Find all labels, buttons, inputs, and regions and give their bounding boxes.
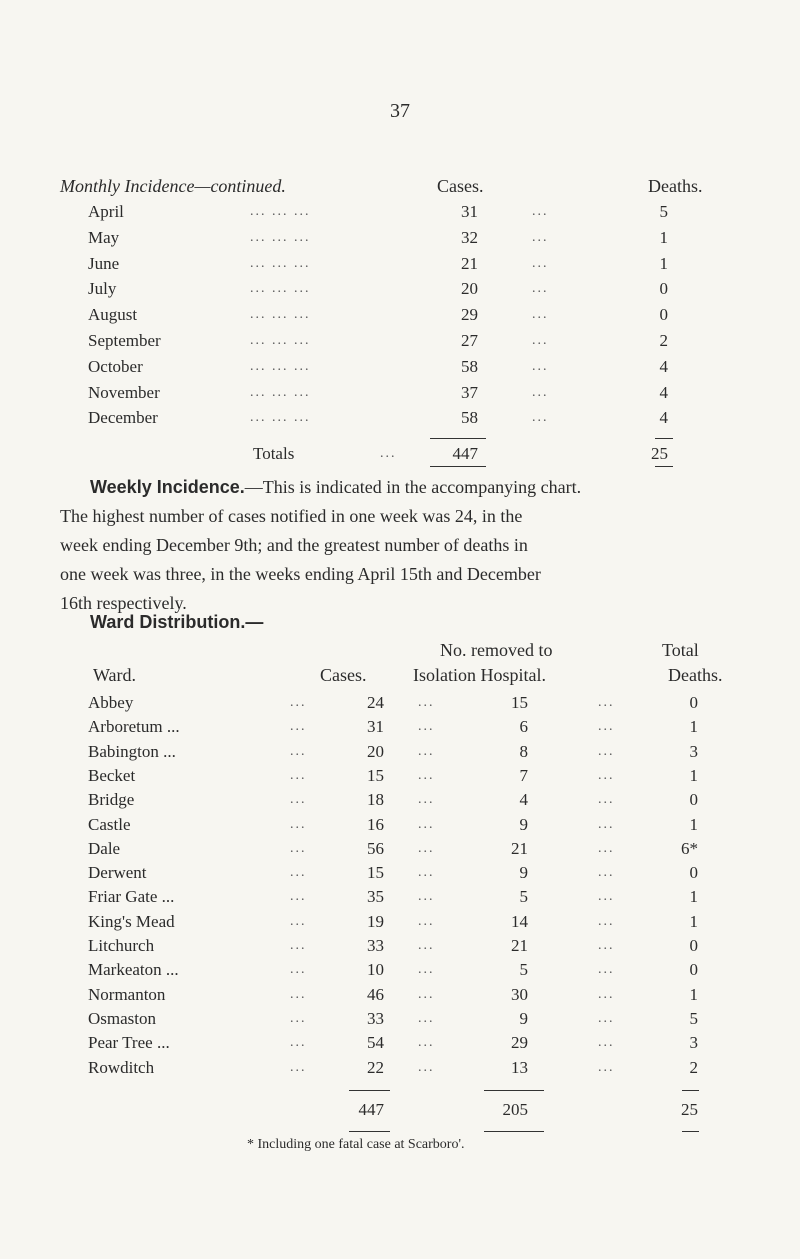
ward-col-removed-1: No. removed to — [440, 640, 553, 660]
ward-cases: 18 — [367, 790, 384, 810]
ward-leader: ... — [418, 840, 435, 856]
monthly-leader: ... ... ... — [250, 410, 311, 426]
ward-removed: 9 — [519, 1008, 528, 1028]
ward-deaths: 0 — [689, 693, 698, 712]
weekly-line-3: week ending December 9th; and the greatest number of deaths in — [60, 535, 528, 555]
ward-leader: ... — [418, 743, 435, 759]
ward-deaths: 0 — [689, 936, 698, 955]
ward-total-deaths: 25 — [681, 1100, 698, 1119]
ward-col-removed-2: Isolation Hospital. — [413, 665, 546, 685]
page-number: 37 — [390, 100, 410, 122]
monthly-rule-cases-top — [430, 438, 486, 439]
ward-leader: ... — [598, 840, 615, 856]
ward-col-ward: Ward. — [93, 665, 137, 685]
ward-removed: 30 — [511, 984, 528, 1004]
monthly-deaths: 4 — [659, 382, 668, 402]
monthly-leader: ... ... ... — [250, 333, 311, 348]
ward-leader: ... — [598, 767, 615, 783]
monthly-cases: 21 — [461, 253, 478, 273]
ward-leader: ... — [418, 792, 435, 808]
ward-name: Becket — [88, 765, 136, 785]
monthly-total-deaths: 25 — [651, 444, 668, 463]
monthly-leader: ... ... ... — [250, 204, 311, 219]
ward-removed: 7 — [519, 765, 528, 785]
ward-leader: ... — [290, 816, 307, 832]
monthly-deaths: 1 — [659, 227, 668, 247]
monthly-leader: ... — [532, 229, 549, 245]
monthly-leader: ... ... ... — [250, 229, 311, 245]
ward-name: Derwent — [88, 863, 147, 883]
ward-leader: ... — [290, 962, 307, 978]
ward-removed: 9 — [519, 814, 528, 834]
ward-leader: ... — [598, 889, 615, 905]
ward-col-total-1: Total — [662, 640, 699, 660]
ward-leader: ... — [418, 962, 435, 978]
ward-name: Castle — [88, 814, 131, 834]
ward-rule-removed-top — [484, 1090, 544, 1091]
monthly-month: September — [88, 331, 161, 350]
ward-leader: ... — [598, 695, 615, 710]
monthly-month: July — [88, 279, 117, 299]
ward-cases: 33 — [367, 936, 384, 955]
footnote: * Including one fatal case at Scarboro'. — [247, 1137, 465, 1152]
ward-leader: ... — [598, 938, 615, 953]
monthly-cases: 58 — [461, 356, 478, 376]
ward-cases: 22 — [367, 1057, 384, 1077]
ward-name: Osmaston — [88, 1008, 156, 1028]
ward-removed: 13 — [511, 1057, 528, 1077]
monthly-deaths: 4 — [659, 408, 668, 428]
ward-name: Abbey — [88, 693, 134, 712]
ward-cases: 31 — [367, 717, 384, 737]
monthly-rule-deaths-top — [655, 438, 673, 439]
ward-deaths: 2 — [689, 1057, 698, 1077]
ward-leader: ... — [418, 695, 435, 710]
ward-name: Babington ... — [88, 741, 176, 761]
ward-name: Bridge — [88, 790, 135, 810]
ward-cases: 33 — [367, 1008, 384, 1028]
monthly-rule-deaths-bottom — [655, 466, 673, 467]
ward-removed: 8 — [519, 741, 528, 761]
ward-leader: ... — [290, 1035, 307, 1051]
ward-cases: 10 — [367, 960, 384, 980]
ward-leader: ... — [418, 865, 435, 881]
ward-cases: 15 — [367, 863, 384, 883]
ward-deaths: 1 — [689, 717, 698, 737]
monthly-cases: 58 — [461, 408, 478, 428]
ward-col-total-2: Deaths. — [668, 665, 723, 685]
weekly-line-1: —This is indicated in the accompanying chart. — [244, 477, 582, 497]
ward-leader: ... — [418, 1035, 435, 1051]
ward-name: Rowditch — [88, 1057, 155, 1077]
ward-cases: 24 — [367, 693, 384, 712]
ward-removed: 6 — [519, 717, 528, 737]
ward-deaths: 6* — [681, 838, 698, 858]
ward-name: King's Mead — [88, 911, 175, 931]
monthly-leader: ... ... ... — [250, 281, 311, 297]
ward-leader: ... — [418, 913, 435, 929]
monthly-totals-label: Totals — [253, 444, 295, 463]
monthly-month: August — [88, 305, 138, 325]
ward-cases: 56 — [367, 838, 384, 858]
monthly-cases: 20 — [461, 279, 478, 299]
ward-name: Normanton — [88, 984, 166, 1004]
monthly-leader: ... — [532, 281, 549, 297]
weekly-paragraph — [60, 473, 760, 618]
ward-leader: ... — [598, 913, 615, 929]
weekly-line-4: one week was three, in the weeks ending April 15th and December — [60, 564, 541, 584]
monthly-month: October — [88, 356, 143, 376]
monthly-leader: ... — [532, 333, 549, 348]
ward-total-cases: 447 — [358, 1100, 384, 1119]
monthly-deaths: 1 — [659, 253, 668, 273]
ward-removed: 4 — [519, 790, 528, 810]
weekly-line-2: The highest number of cases notified in one week was 24, in the — [60, 506, 523, 526]
ward-leader: ... — [290, 913, 307, 929]
monthly-cases: 32 — [461, 227, 478, 247]
ward-leader: ... — [290, 986, 307, 1002]
ward-leader: ... — [598, 719, 615, 735]
ward-removed: 9 — [519, 863, 528, 883]
ward-name: Markeaton ... — [88, 960, 179, 980]
monthly-title-suffix: —continued. — [194, 176, 286, 196]
monthly-month: November — [88, 382, 160, 402]
ward-leader: ... — [418, 816, 435, 832]
ward-rule-removed-bottom — [484, 1131, 544, 1132]
ward-leader: ... — [598, 865, 615, 881]
ward-leader: ... — [598, 743, 615, 759]
ward-cases: 16 — [367, 814, 384, 834]
monthly-leader: ... — [532, 255, 549, 271]
ward-deaths: 0 — [689, 960, 698, 980]
ward-deaths: 1 — [689, 814, 698, 834]
ward-deaths: 1 — [689, 887, 698, 907]
monthly-cases: 37 — [461, 382, 478, 402]
ward-removed: 29 — [511, 1033, 528, 1053]
ward-deaths: 1 — [689, 984, 698, 1004]
ward-name: Litchurch — [88, 936, 155, 955]
monthly-leader: ... — [532, 384, 549, 400]
ward-name: Arboretum ... — [88, 717, 180, 737]
ward-leader: ... — [290, 889, 307, 905]
ward-leader: ... — [418, 1059, 435, 1075]
monthly-leader: ... — [532, 358, 549, 374]
ward-heading: Ward Distribution.— — [90, 612, 264, 632]
monthly-deaths: 5 — [659, 202, 668, 221]
ward-rule-cases-top — [349, 1090, 390, 1091]
monthly-leader: ... — [532, 410, 549, 426]
monthly-leader: ... ... ... — [250, 358, 311, 374]
monthly-month: April — [88, 202, 124, 221]
ward-deaths: 3 — [689, 1033, 698, 1053]
ward-cases: 35 — [367, 887, 384, 907]
ward-removed: 21 — [511, 838, 528, 858]
ward-leader: ... — [290, 719, 307, 735]
ward-removed: 15 — [511, 693, 528, 712]
ward-leader: ... — [290, 792, 307, 808]
ward-rule-cases-bottom — [349, 1131, 390, 1132]
ward-leader: ... — [598, 962, 615, 978]
ward-leader: ... — [598, 986, 615, 1002]
ward-leader: ... — [290, 1010, 307, 1026]
ward-leader: ... — [418, 938, 435, 953]
monthly-month: June — [88, 253, 120, 273]
monthly-deaths: 0 — [659, 279, 668, 299]
monthly-leader: ... ... ... — [250, 255, 311, 271]
ward-rule-deaths-bottom — [682, 1131, 699, 1132]
ward-leader: ... — [418, 767, 435, 783]
weekly-heading: Weekly Incidence. — [90, 477, 245, 497]
ward-col-cases: Cases. — [320, 665, 367, 685]
ward-cases: 19 — [367, 911, 384, 931]
monthly-deaths: 2 — [659, 331, 668, 350]
ward-leader: ... — [290, 938, 307, 953]
ward-cases: 15 — [367, 765, 384, 785]
monthly-cases: 31 — [461, 202, 478, 221]
monthly-totals-leader: ... — [380, 446, 397, 461]
ward-leader: ... — [290, 767, 307, 783]
ward-leader: ... — [418, 719, 435, 735]
ward-deaths: 5 — [689, 1008, 698, 1028]
monthly-rule-cases-bottom — [430, 466, 486, 467]
ward-name: Friar Gate ... — [88, 887, 175, 907]
ward-deaths: 0 — [689, 790, 698, 810]
ward-cases: 54 — [367, 1033, 384, 1053]
ward-leader: ... — [418, 1010, 435, 1026]
ward-leader: ... — [598, 792, 615, 808]
ward-deaths: 1 — [689, 911, 698, 931]
monthly-total-cases: 447 — [452, 444, 478, 463]
monthly-leader: ... — [532, 204, 549, 219]
ward-leader: ... — [598, 816, 615, 832]
ward-cases: 20 — [367, 741, 384, 761]
ward-cases: 46 — [367, 984, 384, 1004]
ward-deaths: 0 — [689, 863, 698, 883]
monthly-leader: ... — [532, 307, 549, 323]
weekly-line-5: 16th respectively. — [60, 593, 187, 613]
monthly-cases: 27 — [461, 331, 478, 350]
ward-leader: ... — [290, 743, 307, 759]
ward-leader: ... — [290, 840, 307, 856]
monthly-deaths: 0 — [659, 305, 668, 325]
ward-removed: 5 — [519, 887, 528, 907]
ward-leader: ... — [290, 695, 307, 710]
monthly-cases: 29 — [461, 305, 478, 325]
ward-leader: ... — [598, 1059, 615, 1075]
ward-removed: 5 — [519, 960, 528, 980]
monthly-col-cases: Cases. — [437, 176, 484, 196]
monthly-title — [60, 176, 286, 197]
monthly-month: May — [88, 227, 120, 247]
ward-name: Pear Tree ... — [88, 1033, 170, 1053]
monthly-month: December — [88, 408, 158, 428]
ward-leader: ... — [598, 1010, 615, 1026]
ward-deaths: 1 — [689, 765, 698, 785]
ward-leader: ... — [418, 986, 435, 1002]
monthly-title-main: Monthly Incidence — [60, 176, 195, 196]
ward-deaths: 3 — [689, 741, 698, 761]
ward-leader: ... — [290, 1059, 307, 1075]
ward-removed: 21 — [511, 936, 528, 955]
ward-leader: ... — [598, 1035, 615, 1051]
ward-rule-deaths-top — [682, 1090, 699, 1091]
monthly-col-deaths: Deaths. — [648, 176, 703, 196]
ward-name: Dale — [88, 838, 121, 858]
ward-leader: ... — [418, 889, 435, 905]
monthly-deaths: 4 — [659, 356, 668, 376]
ward-leader: ... — [290, 865, 307, 881]
ward-removed: 14 — [511, 911, 528, 931]
monthly-leader: ... ... ... — [250, 384, 311, 400]
monthly-leader: ... ... ... — [250, 307, 311, 323]
ward-total-removed: 205 — [502, 1100, 528, 1119]
